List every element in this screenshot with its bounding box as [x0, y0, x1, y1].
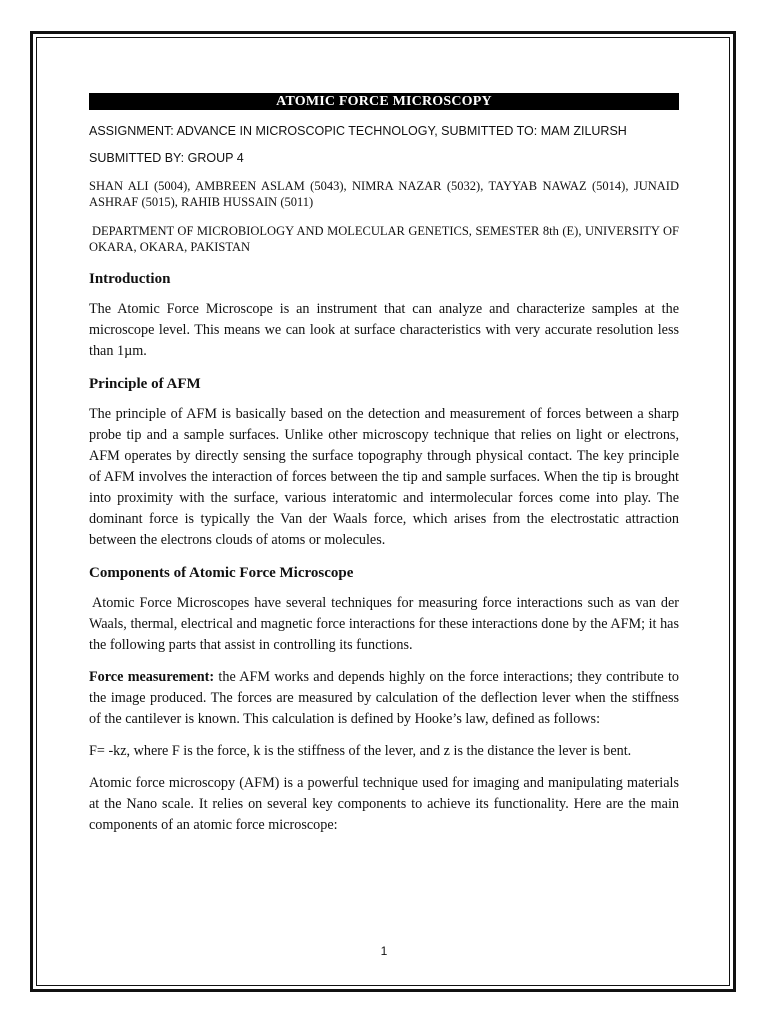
- force-measurement-label: Force measurement:: [89, 669, 215, 685]
- force-measurement-text: the AFM works and depends highly on the force interactions; they contribute to the image produced. The forces are measured by calculation of the deflection lever when the stiffness of the cantilever is known. This calculation is defined by Hooke’s law, defined as follows:: [89, 669, 680, 727]
- submitted-by-line: SUBMITTED BY: GROUP 4: [89, 151, 244, 165]
- group-members: SHAN ALI (5004), AMBREEN ASLAM (5043), NIMRA NAZAR (5032), TAYYAB NAWAZ (5014), JUNAID ASHRAF (5015), RAHIB HUSSAIN (5011): [89, 179, 679, 209]
- document-body: [89, 93, 679, 836]
- principle-paragraph: The principle of AFM is basically based on the detection and measurement of forces between a sharp probe tip and a sample surfaces. Unlike other microscopy technique that relies on light or electrons, AFM operates by directly sensing the surface topography through physical contact. The key principle of AFM involves the interaction of forces between the tip and sample surfaces. When the tip is brought into proximity with the surface, various interatomic and intermolecular forces come into play. The dominant force is typically the Van der Waals force, which arises from the electrostatic attraction between the electrons clouds of atoms or molecules.: [89, 406, 679, 548]
- assignment-line: ASSIGNMENT: ADVANCE IN MICROSCOPIC TECHNOLOGY, SUBMITTED TO: MAM ZILURSH: [89, 124, 627, 138]
- introduction-heading: Introduction: [89, 271, 171, 287]
- page-number: 1: [380, 944, 388, 958]
- document-title: ATOMIC FORCE MICROSCOPY: [89, 93, 679, 110]
- components-paragraph: Atomic Force Microscopes have several techniques for measuring force interactions such as van der Waals, thermal, electrical and magnetic force interactions for these interactions done by the AFM; it has the following parts that assist in controlling its functions.: [89, 595, 679, 653]
- hookes-law-formula: F= -kz, where F is the force, k is the stiffness of the lever, and z is the distance the lever is bent.: [89, 743, 632, 759]
- department-line: DEPARTMENT OF MICROBIOLOGY AND MOLECULAR GENETICS, SEMESTER 8th (E), UNIVERSITY OF OKARA, OKARA, PAKISTAN: [89, 224, 679, 254]
- force-measurement-paragraph: [89, 667, 679, 730]
- closing-paragraph: Atomic force microscopy (AFM) is a powerful technique used for imaging and manipulating materials at the Nano scale. It relies on several key components to achieve its functionality. Here are the main components of an atomic force microscope:: [89, 775, 679, 833]
- principle-heading: Principle of AFM: [89, 376, 201, 392]
- components-heading: Components of Atomic Force Microscope: [89, 565, 354, 581]
- introduction-paragraph: The Atomic Force Microscope is an instrument that can analyze and characterize samples at the microscope level. This means we can look at surface characteristics with very accurate resolution less than 1µm.: [89, 301, 679, 359]
